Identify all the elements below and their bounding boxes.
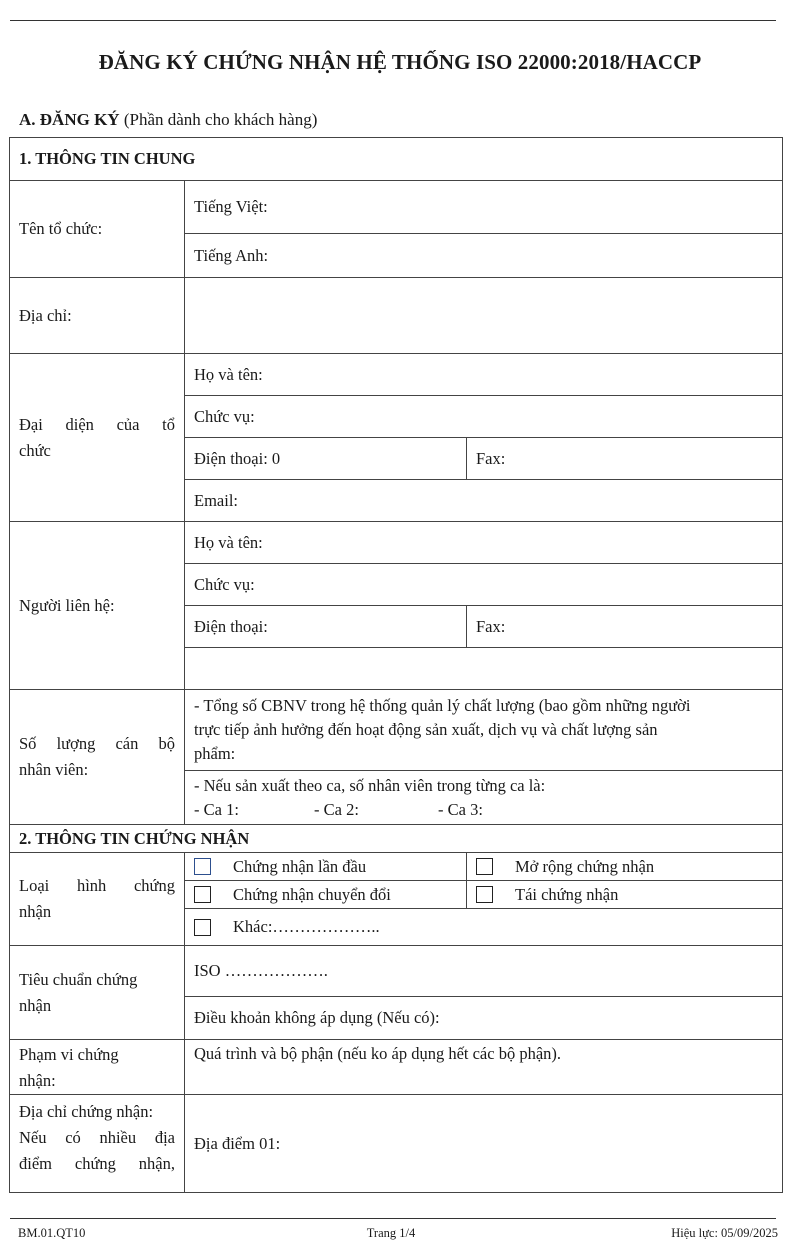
staff-count-label-line2: nhân viên: <box>19 760 89 779</box>
scope-label-line2: nhận: <box>19 1071 56 1090</box>
recert-label: Tái chứng nhận <box>515 884 619 904</box>
staff-count-label <box>10 690 185 825</box>
option-initial-cell <box>185 853 467 881</box>
contact-name-field[interactable]: Họ và tên: <box>185 522 783 564</box>
section-a-label: A. ĐĂNG KÝ <box>19 110 120 129</box>
site-01-field[interactable]: Địa điểm 01: <box>185 1095 783 1193</box>
effective-date: Hiệu lực: 05/09/2025 <box>671 1226 778 1240</box>
site-label-line2: Nếu có nhiều địa <box>19 1128 175 1147</box>
contact-extra-field[interactable] <box>185 648 783 690</box>
representative-label-line2: chức <box>19 440 51 460</box>
transfer-cert-label: Chứng nhận chuyển đổi <box>233 884 391 904</box>
staff-shift-row <box>194 798 773 822</box>
org-name-label: Tên tổ chức: <box>10 181 185 278</box>
staff-total-line2: trực tiếp ảnh hưởng đến hoạt động sản xuất, dịch vụ và chất lượng sản <box>194 720 658 739</box>
section-a-heading <box>19 110 317 130</box>
option-other-cell <box>185 909 783 946</box>
representative-label-line1: Đại diện của tổ <box>19 414 175 434</box>
extend-cert-checkbox[interactable] <box>476 858 493 875</box>
header-rule <box>10 20 776 21</box>
footer-rule <box>10 1218 776 1219</box>
contact-position-field[interactable]: Chức vụ: <box>185 564 783 606</box>
form-code: BM.01.QT10 <box>18 1226 86 1240</box>
representative-fax-field[interactable]: Fax: <box>467 438 783 480</box>
page-title: ĐĂNG KÝ CHỨNG NHẬN HỆ THỐNG ISO 22000:2018/HACCP <box>98 50 702 74</box>
representative-email-field[interactable]: Email: <box>185 480 783 522</box>
cert-type-label <box>10 853 185 946</box>
org-name-english-field[interactable]: Tiếng Anh: <box>185 234 783 278</box>
scope-field[interactable]: Quá trình và bộ phận (nếu ko áp dụng hết các bộ phận). <box>185 1040 783 1095</box>
recert-checkbox[interactable] <box>476 886 493 903</box>
initial-cert-checkbox[interactable] <box>194 858 211 875</box>
other-cert-label: Khác:……………….. <box>233 917 380 936</box>
cert-type-label-line1: Loại hình chứng <box>19 876 175 895</box>
staff-total-line3: phẩm: <box>194 744 236 763</box>
option-extend-cell <box>467 853 783 881</box>
representative-label <box>10 354 185 522</box>
standard-label-line1: Tiêu chuẩn chứng <box>19 969 138 989</box>
staff-shift-intro: - Nếu sản xuất theo ca, số nhân viên trong từng ca là: <box>194 775 546 795</box>
option-recert-cell <box>467 881 783 909</box>
cert-type-label-line2: nhận <box>19 902 52 921</box>
shift-3-label: - Ca 3: <box>438 799 483 819</box>
staff-total-line1: - Tổng số CBNV trong hệ thống quản lý chất lượng (bao gồm những người <box>194 696 691 715</box>
option-transfer-cell <box>185 881 467 909</box>
page-number: Trang 1/4 <box>366 1226 416 1240</box>
other-cert-checkbox[interactable] <box>194 919 211 936</box>
contact-phone-field[interactable]: Điện thoại: <box>185 606 467 648</box>
staff-shift-field[interactable] <box>185 771 783 825</box>
initial-cert-label: Chứng nhận lần đầu <box>233 856 367 876</box>
address-field[interactable] <box>185 278 783 354</box>
registration-form <box>9 137 783 1193</box>
scope-label <box>10 1040 185 1095</box>
general-info-heading: 1. THÔNG TIN CHUNG <box>10 138 783 181</box>
standard-iso-field[interactable]: ISO ………………. <box>185 946 783 997</box>
site-label <box>10 1095 185 1193</box>
shift-1-label: - Ca 1: <box>194 799 239 819</box>
shift-2-label: - Ca 2: <box>314 799 359 819</box>
standard-label-line2: nhận <box>19 995 52 1015</box>
representative-position-field[interactable]: Chức vụ: <box>185 396 783 438</box>
certification-info-heading: 2. THÔNG TIN CHỨNG NHẬN <box>10 825 783 853</box>
standard-exclusions-field[interactable]: Điều khoản không áp dụng (Nếu có): <box>185 997 783 1040</box>
representative-phone-field[interactable]: Điện thoại: 0 <box>185 438 467 480</box>
contact-label: Người liên hệ: <box>10 522 185 690</box>
org-name-vietnamese-field[interactable]: Tiếng Việt: <box>185 181 783 234</box>
standard-label <box>10 946 185 1040</box>
representative-name-field[interactable]: Họ và tên: <box>185 354 783 396</box>
contact-fax-field[interactable]: Fax: <box>467 606 783 648</box>
extend-cert-label: Mở rộng chứng nhận <box>515 856 655 876</box>
site-label-line3: điểm chứng nhận, <box>19 1154 175 1173</box>
transfer-cert-checkbox[interactable] <box>194 886 211 903</box>
scope-label-line1: Phạm vi chứng <box>19 1045 119 1064</box>
address-label: Địa chỉ: <box>10 278 185 354</box>
staff-total-field[interactable] <box>185 690 783 771</box>
site-label-line1: Địa chỉ chứng nhận: <box>19 1102 154 1121</box>
staff-count-label-line1: Số lượng cán bộ <box>19 734 175 753</box>
section-a-note: (Phần dành cho khách hàng) <box>123 110 318 129</box>
